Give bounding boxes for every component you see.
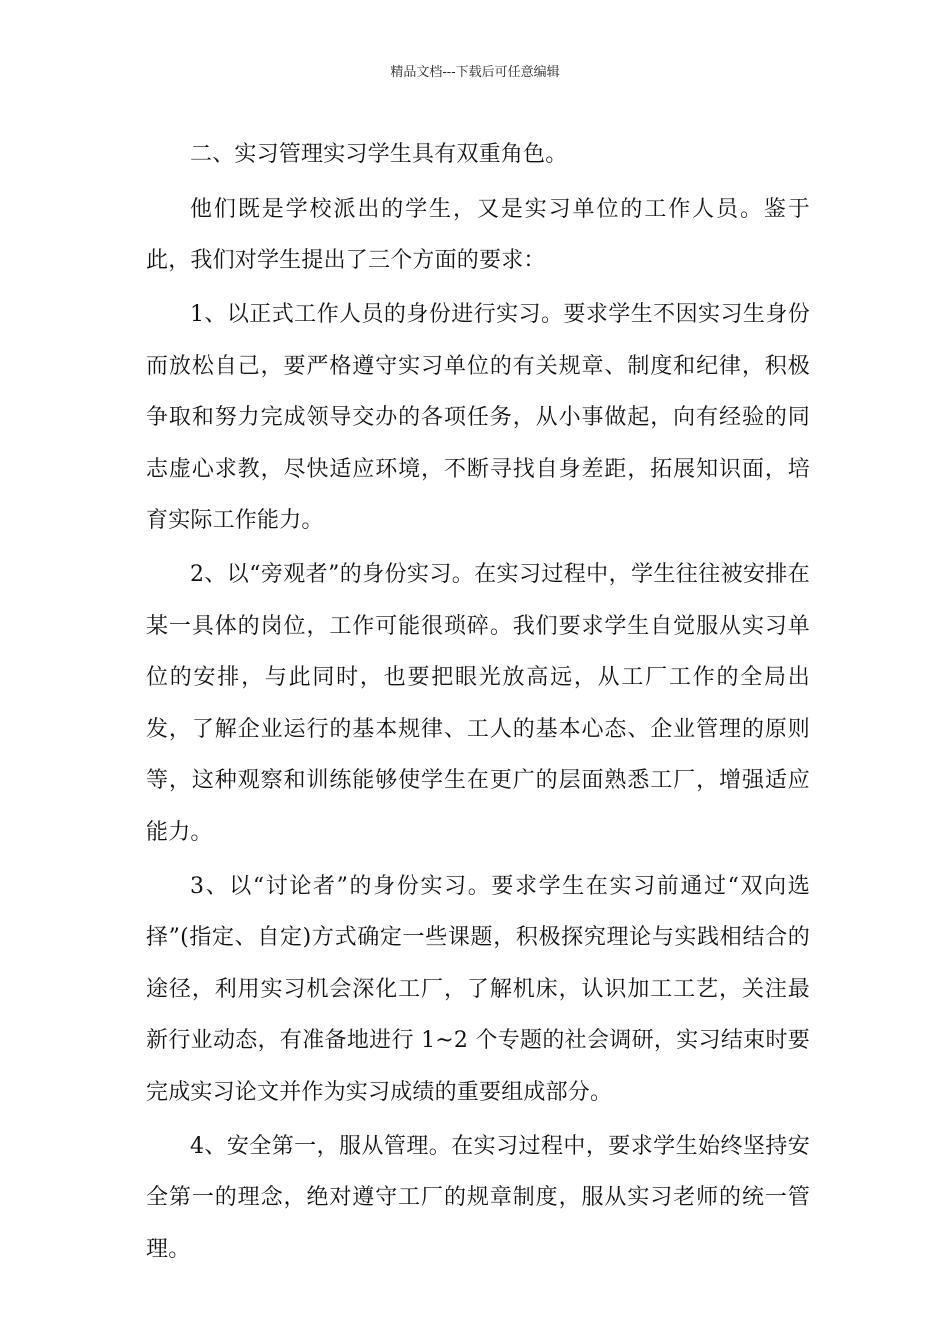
requirement-paragraph-3: 3、以“讨论者”的身份实习。要求学生在实习前通过“双向选择”(指定、自定)方式确定一些课题，积极探究理论与实践相结合的途径，利用实习机会深化工厂，了解机床，认识加工工艺，关注最新行业动态，有准备地进行 1~2 个专题的社会调研，实习结束时要完成实习论文并作为实习成绩的重要组成部分。 bbox=[146, 873, 810, 1105]
document-body bbox=[146, 129, 810, 1275]
requirement-paragraph-1: 1、以正式工作人员的身份进行实习。要求学生不因实习生身份而放松自己，要严格遵守实习单位的有关规章、制度和纪律，积极争取和努力完成领导交办的各项任务，从小事做起，向有经验的同志虚心求教，尽快适应环境，不断寻找自身差距，拓展知识面，培育实际工作能力。 bbox=[146, 302, 810, 533]
intro-paragraph: 他们既是学校派出的学生，又是实习单位的工作人员。鉴于此，我们对学生提出了三个方面的要求： bbox=[146, 196, 810, 273]
requirement-paragraph-4: 4、安全第一，服从管理。在实习过程中，要求学生始终坚持安全第一的理念，绝对遵守工厂的规章制度，服从实习老师的统一管理。 bbox=[146, 1133, 810, 1262]
requirement-paragraph-2: 2、以“旁观者”的身份实习。在实习过程中，学生往往被安排在某一具体的岗位，工作可能很琐碎。我们要求学生自觉服从实习单位的安排，与此同时，也要把眼光放高远，从工厂工作的全局出发，了解企业运行的基本规律、工人的基本心态、企业管理的原则等，这种观察和训练能够使学生在更广的层面熟悉工厂，增强适应能力。 bbox=[146, 562, 810, 845]
page-header: 精品文档---下载后可任意编辑 bbox=[390, 65, 560, 80]
section-heading: 二、实习管理实习学生具有双重角色。 bbox=[190, 142, 568, 167]
